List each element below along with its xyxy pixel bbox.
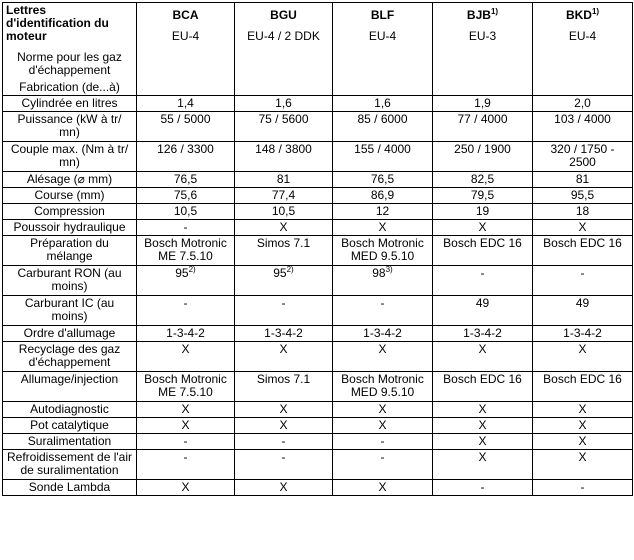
table-row (3, 450, 633, 480)
cell-value: 55 / 5000 (160, 112, 211, 126)
table-row (3, 142, 633, 172)
cell-value: 2,0 (574, 96, 591, 110)
cell-value: 148 / 3800 (255, 142, 312, 156)
table-cell (235, 450, 333, 480)
table-cell (137, 296, 235, 326)
table-cell (333, 96, 433, 112)
cell-value: - (580, 266, 585, 280)
cell-value: X (181, 342, 190, 356)
row-label: Poussoir hydraulique (3, 220, 137, 236)
table-row (3, 342, 633, 372)
table-cell (533, 112, 633, 142)
table-cell (333, 326, 433, 342)
table-cell (433, 236, 533, 266)
engine-header-bjb (433, 3, 533, 96)
cell-value: Simos 7.1 (256, 372, 311, 386)
table-cell (137, 450, 235, 480)
table-cell (137, 112, 235, 142)
table-cell (235, 112, 333, 142)
table-cell (433, 296, 533, 326)
table-cell (137, 266, 235, 296)
cell-value: 86,9 (370, 188, 395, 202)
cell-value: 81 (575, 172, 590, 186)
cell-value: 1,4 (177, 96, 194, 110)
table-cell (137, 172, 235, 188)
table-cell (137, 372, 235, 402)
cell-value: X (181, 402, 190, 416)
engine-header-blf (333, 3, 433, 96)
table-cell (433, 326, 533, 342)
engine-header-bgu (235, 3, 333, 96)
row-label: Allumage/injection (3, 372, 137, 402)
table-cell (533, 266, 633, 296)
table-row (3, 480, 633, 496)
cell-value: X (279, 220, 288, 234)
table-cell (333, 204, 433, 220)
cell-value: 75,6 (173, 188, 198, 202)
table-cell (235, 266, 333, 296)
cell-value: Bosch EDC 16 (543, 236, 622, 250)
cell-value: X (279, 480, 288, 494)
cell-value: Bosch EDC 16 (443, 372, 522, 386)
cell-value: 250 / 1900 (454, 142, 511, 156)
table-cell (333, 342, 433, 372)
cell-value: Simos 7.1 (256, 236, 311, 250)
table-cell (433, 204, 533, 220)
cell-value: 10,5 (173, 204, 198, 218)
cell-value: X (378, 342, 387, 356)
cell-value: 77,4 (271, 188, 296, 202)
table-cell (137, 142, 235, 172)
table-cell (235, 96, 333, 112)
cell-value: X (378, 220, 387, 234)
table-cell (137, 480, 235, 496)
table-cell (137, 220, 235, 236)
cell-value: X (478, 402, 487, 416)
cell-value: 1-3-4-2 (363, 326, 402, 340)
table-cell (533, 434, 633, 450)
table-cell (235, 172, 333, 188)
engine-code: BKD (565, 8, 592, 22)
cell-value: - (183, 220, 188, 234)
table-cell (433, 480, 533, 496)
cell-value: 1,6 (374, 96, 391, 110)
header-fabrication-label: Fabrication (de...à) (19, 80, 120, 94)
table-cell (235, 326, 333, 342)
cell-value: 155 / 4000 (354, 142, 411, 156)
cell-value: 76,5 (173, 172, 198, 186)
row-label: Couple max. (Nm à tr/ mn) (3, 142, 137, 172)
cell-value: 95 (273, 266, 287, 280)
cell-value: X (578, 220, 587, 234)
engine-code: BLF (370, 8, 395, 22)
table-cell (333, 188, 433, 204)
engine-header-bkd (533, 3, 633, 96)
table-cell (235, 342, 333, 372)
cell-value: X (378, 418, 387, 432)
table-row (3, 188, 633, 204)
cell-value: 79,5 (470, 188, 495, 202)
table-cell (235, 480, 333, 496)
table-row (3, 112, 633, 142)
row-label: Pot catalytique (3, 418, 137, 434)
cell-value: 1-3-4-2 (463, 326, 502, 340)
cell-value: 81 (276, 172, 291, 186)
table-cell (333, 236, 433, 266)
table-cell (333, 142, 433, 172)
cell-value: X (378, 480, 387, 494)
cell-value: - (580, 480, 585, 494)
cell-value: 1-3-4-2 (166, 326, 205, 340)
cell-value: Bosch Motronic MED 9.5.10 (341, 372, 424, 399)
row-label: Cylindrée en litres (3, 96, 137, 112)
table-cell (433, 418, 533, 434)
table-cell (433, 450, 533, 480)
cell-value: - (183, 450, 188, 464)
table-cell (333, 296, 433, 326)
row-label: Carburant RON (au moins) (3, 266, 137, 296)
table-cell (433, 266, 533, 296)
table-cell (433, 434, 533, 450)
cell-value: 76,5 (370, 172, 395, 186)
table-cell (433, 188, 533, 204)
table-cell (137, 204, 235, 220)
cell-value: X (578, 450, 587, 464)
table-row (3, 372, 633, 402)
cell-value: - (380, 434, 385, 448)
table-cell (137, 342, 235, 372)
engine-footnote: 1) (490, 7, 499, 16)
table-row (3, 402, 633, 418)
table-cell (333, 266, 433, 296)
cell-value: 18 (575, 204, 590, 218)
row-label: Préparation du mélange (3, 236, 137, 266)
cell-value: X (279, 402, 288, 416)
engine-code: BJB (466, 8, 491, 22)
cell-value: X (378, 402, 387, 416)
cell-value: - (380, 296, 385, 310)
cell-value: Bosch EDC 16 (543, 372, 622, 386)
cell-value: X (181, 418, 190, 432)
table-cell (137, 434, 235, 450)
cell-value: X (279, 342, 288, 356)
cell-value: 1,9 (474, 96, 491, 110)
table-cell (235, 418, 333, 434)
table-row (3, 434, 633, 450)
engine-norme: EU-4 (171, 29, 200, 43)
cell-value: 98 (372, 266, 386, 280)
table-row (3, 266, 633, 296)
cell-value: X (478, 418, 487, 432)
cell-value: 49 (575, 296, 590, 310)
table-cell (533, 204, 633, 220)
engine-code: BCA (172, 8, 199, 22)
engine-header-bca (137, 3, 235, 96)
cell-value: - (281, 450, 286, 464)
header-row (3, 3, 633, 96)
table-row (3, 220, 633, 236)
cell-value: - (183, 434, 188, 448)
header-label-cell (3, 3, 137, 96)
table-cell (137, 236, 235, 266)
table-cell (333, 480, 433, 496)
row-label: Course (mm) (3, 188, 137, 204)
row-label: Autodiagnostic (3, 402, 137, 418)
engine-norme: EU-3 (468, 29, 497, 43)
cell-value: 10,5 (271, 204, 296, 218)
cell-value: 77 / 4000 (457, 112, 508, 126)
cell-value: - (281, 296, 286, 310)
cell-value: X (478, 342, 487, 356)
table-cell (137, 402, 235, 418)
cell-value: 95,5 (570, 188, 595, 202)
cell-value: X (578, 342, 587, 356)
table-cell (533, 296, 633, 326)
table-cell (137, 326, 235, 342)
table-cell (533, 450, 633, 480)
row-label: Puissance (kW à tr/ mn) (3, 112, 137, 142)
table-cell (235, 236, 333, 266)
cell-value: Bosch Motronic ME 7.5.10 (144, 236, 227, 263)
engine-spec-table (2, 2, 633, 496)
table-cell (137, 96, 235, 112)
cell-value: X (279, 418, 288, 432)
table-cell (433, 142, 533, 172)
table-cell (235, 220, 333, 236)
table-cell (333, 372, 433, 402)
table-cell (137, 188, 235, 204)
cell-footnote: 2) (286, 265, 294, 274)
table-cell (433, 220, 533, 236)
table-cell (333, 220, 433, 236)
table-cell (533, 188, 633, 204)
cell-value: X (181, 480, 190, 494)
table-cell (533, 96, 633, 112)
row-label: Alésage (⌀ mm) (3, 172, 137, 188)
cell-value: 1-3-4-2 (264, 326, 303, 340)
engine-footnote: 1) (591, 7, 600, 16)
table-cell (333, 418, 433, 434)
cell-value: 12 (375, 204, 390, 218)
header-title: Lettres d'identification du moteur (6, 3, 109, 43)
table-cell (333, 402, 433, 418)
cell-value: X (578, 434, 587, 448)
table-row (3, 96, 633, 112)
table-cell (333, 450, 433, 480)
table-cell (433, 172, 533, 188)
table-cell (433, 402, 533, 418)
cell-value: 85 / 6000 (357, 112, 408, 126)
cell-footnote: 2) (188, 265, 196, 274)
table-cell (433, 96, 533, 112)
table-cell (235, 402, 333, 418)
table-cell (333, 172, 433, 188)
table-cell (533, 236, 633, 266)
row-label: Recyclage des gaz d'échappement (3, 342, 137, 372)
engine-norme: EU-4 / 2 DDK (247, 29, 320, 43)
cell-value: X (478, 450, 487, 464)
table-cell (533, 342, 633, 372)
table-cell (433, 342, 533, 372)
cell-value: - (480, 266, 485, 280)
cell-footnote: 3) (385, 265, 393, 274)
table-row (3, 326, 633, 342)
cell-value: Bosch Motronic MED 9.5.10 (341, 236, 424, 263)
cell-value: 19 (475, 204, 490, 218)
engine-norme: EU-4 (368, 29, 397, 43)
table-cell (137, 418, 235, 434)
table-cell (533, 480, 633, 496)
row-label: Compression (3, 204, 137, 220)
table-row (3, 296, 633, 326)
table-cell (433, 372, 533, 402)
table-cell (533, 418, 633, 434)
engine-norme: EU-4 (568, 29, 597, 43)
table-row (3, 172, 633, 188)
table-cell (533, 142, 633, 172)
row-label: Sonde Lambda (3, 480, 137, 496)
row-label: Suralimentation (3, 434, 137, 450)
cell-value: X (478, 220, 487, 234)
table-cell (235, 372, 333, 402)
row-label: Carburant IC (au moins) (3, 296, 137, 326)
cell-value: 49 (475, 296, 490, 310)
cell-value: X (578, 418, 587, 432)
table-row (3, 236, 633, 266)
cell-value: X (578, 402, 587, 416)
table-cell (333, 112, 433, 142)
cell-value: 1,6 (275, 96, 292, 110)
cell-value: Bosch EDC 16 (443, 236, 522, 250)
cell-value: - (380, 450, 385, 464)
table-cell (235, 142, 333, 172)
table-cell (533, 172, 633, 188)
cell-value: 75 / 5600 (258, 112, 309, 126)
cell-value: 95 (175, 266, 189, 280)
cell-value: Bosch Motronic ME 7.5.10 (144, 372, 227, 399)
header-norme-label: Norme pour les gaz d'échappement (17, 50, 122, 77)
table-cell (433, 112, 533, 142)
table-cell (235, 204, 333, 220)
row-label: Refroidissement de l'air de suralimentation (3, 450, 137, 480)
table-cell (533, 372, 633, 402)
table-cell (533, 220, 633, 236)
table-cell (235, 188, 333, 204)
table-cell (235, 296, 333, 326)
table-row (3, 418, 633, 434)
engine-code: BGU (270, 8, 297, 22)
cell-value: 320 / 1750 - 2500 (550, 142, 615, 169)
cell-value: - (281, 434, 286, 448)
cell-value: - (183, 296, 188, 310)
cell-value: X (478, 434, 487, 448)
table-cell (235, 434, 333, 450)
cell-value: 82,5 (470, 172, 495, 186)
cell-value: 126 / 3300 (157, 142, 214, 156)
table-cell (333, 434, 433, 450)
cell-value: 1-3-4-2 (563, 326, 602, 340)
cell-value: - (480, 480, 485, 494)
table-row (3, 204, 633, 220)
table-cell (533, 402, 633, 418)
row-label: Ordre d'allumage (3, 326, 137, 342)
cell-value: 103 / 4000 (554, 112, 611, 126)
table-cell (533, 326, 633, 342)
